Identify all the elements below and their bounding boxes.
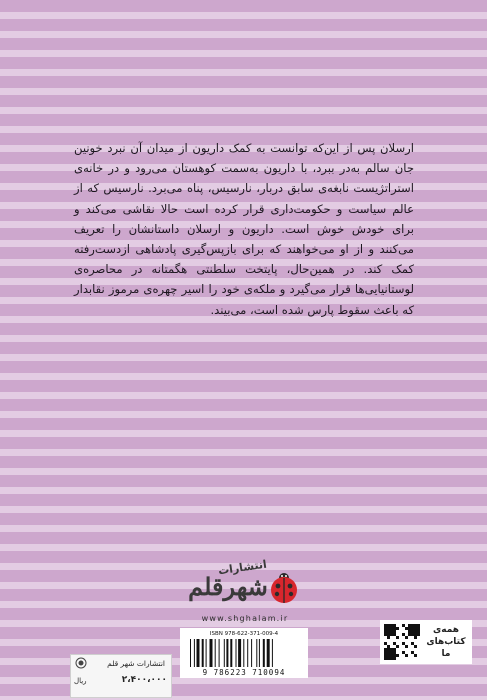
qr-module bbox=[393, 654, 396, 657]
qr-module bbox=[387, 633, 390, 636]
price-sticker bbox=[70, 654, 172, 698]
qr-module bbox=[411, 642, 414, 645]
qr-module bbox=[390, 651, 393, 654]
barcode-bar bbox=[226, 639, 228, 667]
price-currency: ریال bbox=[74, 677, 87, 685]
qr-module bbox=[387, 636, 390, 639]
seal-icon bbox=[75, 657, 87, 669]
qr-module bbox=[384, 624, 387, 627]
barcode-bar bbox=[194, 639, 195, 667]
qr-module bbox=[411, 633, 414, 636]
qr-module bbox=[414, 627, 417, 630]
qr-module bbox=[396, 636, 399, 639]
qr-module bbox=[387, 651, 390, 654]
barcode-bar bbox=[243, 639, 244, 667]
qr-module bbox=[384, 651, 387, 654]
price-value: ۲،۴۰۰،۰۰۰ bbox=[121, 675, 167, 685]
qr-module bbox=[393, 627, 396, 630]
barcode-bar bbox=[256, 639, 257, 667]
qr-module bbox=[390, 624, 393, 627]
qr-module bbox=[387, 645, 390, 648]
qr-module bbox=[417, 630, 420, 633]
qr-module bbox=[402, 633, 405, 636]
barcode-bar bbox=[190, 639, 191, 667]
barcode-bar bbox=[219, 639, 220, 667]
qr-module bbox=[396, 645, 399, 648]
sticker-publisher-name: انتشارات شهر قلم bbox=[107, 659, 165, 668]
barcode-bar bbox=[210, 639, 213, 667]
barcode-bar bbox=[263, 639, 265, 667]
qr-module bbox=[411, 651, 414, 654]
barcode-bar bbox=[224, 639, 225, 667]
qr-module bbox=[417, 627, 420, 630]
qr-module bbox=[387, 627, 390, 630]
qr-module bbox=[414, 645, 417, 648]
barcode-digits: 9 786223 710094 bbox=[202, 668, 286, 677]
qr-module bbox=[417, 633, 420, 636]
barcode-bar bbox=[247, 639, 248, 667]
qr-module bbox=[405, 627, 408, 630]
qr-module bbox=[411, 630, 414, 633]
series-label-line: همه‌ی bbox=[433, 625, 459, 635]
qr-module bbox=[384, 654, 387, 657]
qr-module bbox=[405, 654, 408, 657]
qr-module bbox=[408, 633, 411, 636]
qr-module bbox=[411, 624, 414, 627]
barcode-bar bbox=[236, 639, 237, 667]
qr-module bbox=[393, 642, 396, 645]
qr-module bbox=[396, 627, 399, 630]
synopsis-text bbox=[74, 138, 414, 320]
qr-module bbox=[408, 624, 411, 627]
qr-module bbox=[387, 657, 390, 660]
qr-code-icon bbox=[384, 624, 420, 660]
publisher-website: www.shghalam.ir bbox=[201, 614, 289, 623]
qr-module bbox=[384, 642, 387, 645]
barcode-bars bbox=[190, 639, 298, 667]
qr-module bbox=[384, 648, 387, 651]
qr-module bbox=[417, 624, 420, 627]
qr-module bbox=[393, 657, 396, 660]
ladybug-icon bbox=[267, 570, 301, 604]
barcode-bar bbox=[215, 639, 216, 667]
qr-module bbox=[384, 627, 387, 630]
publisher-logo-name: شهرقلم bbox=[188, 572, 268, 601]
isbn-label: ISBN 978-622-371-009-4 bbox=[209, 631, 279, 637]
series-label-line: کتاب‌های bbox=[426, 637, 466, 647]
barcode-bar bbox=[238, 639, 241, 667]
qr-module bbox=[390, 648, 393, 651]
qr-module bbox=[414, 636, 417, 639]
barcode-bar bbox=[259, 639, 260, 667]
barcode-bar bbox=[197, 639, 200, 667]
qr-module bbox=[390, 654, 393, 657]
qr-module bbox=[408, 630, 411, 633]
qr-module bbox=[393, 633, 396, 636]
qr-module bbox=[384, 633, 387, 636]
series-label-line: ما bbox=[441, 649, 451, 659]
qr-module bbox=[414, 624, 417, 627]
qr-module bbox=[390, 627, 393, 630]
barcode-bar bbox=[251, 639, 252, 667]
qr-module bbox=[405, 636, 408, 639]
qr-module bbox=[402, 642, 405, 645]
qr-module bbox=[396, 654, 399, 657]
qr-module bbox=[411, 627, 414, 630]
qr-module bbox=[390, 630, 393, 633]
qr-module bbox=[384, 630, 387, 633]
qr-module bbox=[408, 627, 411, 630]
barcode-bar bbox=[267, 639, 270, 667]
qr-module bbox=[390, 657, 393, 660]
barcode-bar bbox=[206, 639, 207, 667]
qr-module bbox=[393, 630, 396, 633]
qr-module bbox=[387, 630, 390, 633]
synopsis-paragraph: ارسلان پس از این‌که توانست به کمک داریون از میدان آن نبرد خونین جان سالم به‌در ببرد، با داریون به‌سمت کوهستان می‌رود و در خانه‌ی استراتژیست نابغه‌ی سابق دربار، نارسیس، پناه می‌برد. نارسیس که از عالم سیاست و حکومت‌داری قرار کرده است حالا نقاشی می‌کند و برای خودش خوش است. داریون و ارسلان داستانشان را تعریف می‌کنند و از او می‌خواهند که برای بازپس‌گیری پادشاهی ازدست‌رفته کمک کند. در همین‌حال، پایتخت سلطنتی هگمتانه در محاصره‌ی لوستانیایی‌ها قرار می‌گیرد و ملکه‌ی خود را اسیر چهره‌ی مرموز نقابدار که باعث سقوط پارس شده است، می‌بیند. bbox=[74, 141, 414, 317]
qr-module bbox=[402, 624, 405, 627]
isbn-barcode bbox=[180, 628, 308, 678]
series-badge bbox=[380, 620, 472, 664]
qr-module bbox=[387, 648, 390, 651]
qr-module bbox=[414, 654, 417, 657]
qr-module bbox=[393, 624, 396, 627]
qr-module bbox=[393, 651, 396, 654]
qr-module bbox=[393, 648, 396, 651]
barcode-bar bbox=[272, 639, 273, 667]
qr-module bbox=[390, 633, 393, 636]
qr-module bbox=[414, 633, 417, 636]
qr-module bbox=[402, 651, 405, 654]
qr-module bbox=[405, 645, 408, 648]
barcode-bar bbox=[202, 639, 204, 667]
qr-module bbox=[414, 630, 417, 633]
qr-module bbox=[387, 654, 390, 657]
qr-module bbox=[387, 624, 390, 627]
publisher-logo-small-text: انتشارات bbox=[217, 557, 268, 578]
barcode-bar bbox=[230, 639, 232, 667]
qr-module bbox=[384, 657, 387, 660]
series-label bbox=[422, 624, 470, 660]
